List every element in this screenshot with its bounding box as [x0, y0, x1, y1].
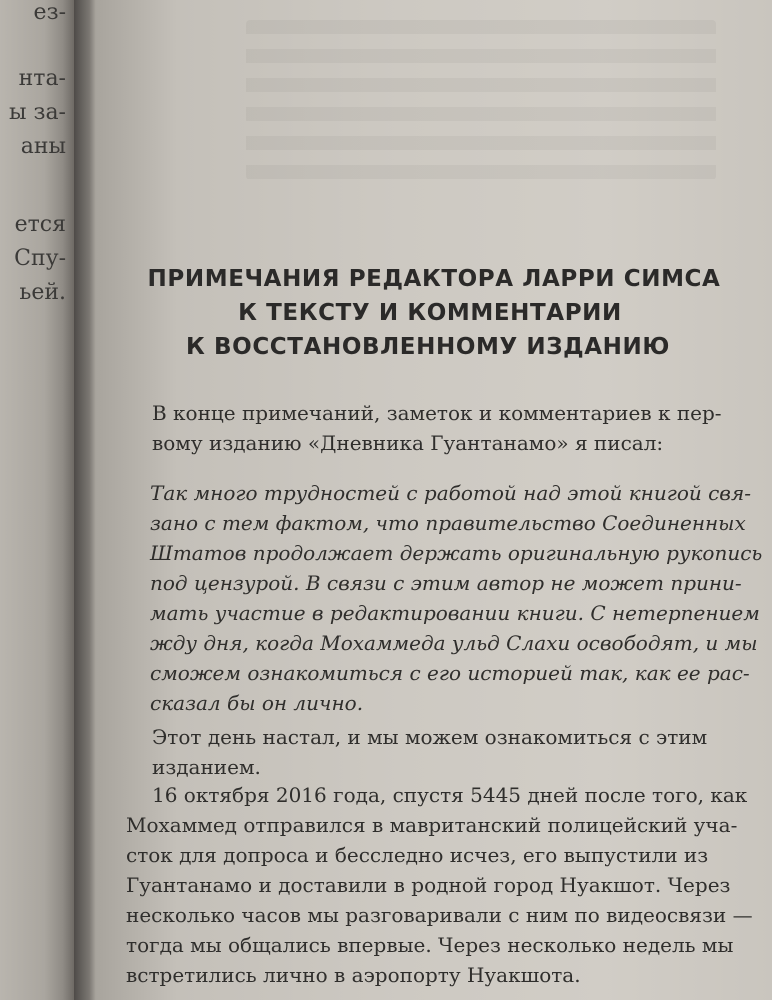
- heading-line: К ВОССТАНОВЛЕННОМУ ИЗДАНИЮ: [186, 334, 670, 360]
- left-page-fragment: ы за-: [8, 100, 66, 125]
- paragraph: [126, 780, 753, 990]
- left-page-fragment: аны: [20, 134, 66, 159]
- text-line: вому изданию «Дневника Гуантанамо» я писал:: [152, 431, 664, 455]
- text-line: тогда мы общались впервые. Через несколько недель мы: [126, 933, 734, 957]
- text-line: несколько часов мы разговаривали с ним по видеосвязи —: [126, 903, 753, 927]
- text-line: Штатов продолжает держать оригинальную рукопись: [150, 541, 763, 565]
- left-page-fragment: ется: [14, 212, 66, 237]
- text-line: жду дня, когда Мохаммеда ульд Слахи освободят, и мы: [150, 631, 758, 655]
- left-page-fragment: нта-: [18, 66, 66, 91]
- text-line: Мохаммед отправился в мавританский полицейский уча-: [126, 813, 738, 837]
- text-line: Так много трудностей с работой над этой книгой свя-: [150, 481, 751, 505]
- text-line: Гуантанамо и доставили в родной город Нуакшот. Через: [126, 873, 731, 897]
- text-line: зано с тем фактом, что правительство Соединенных: [150, 511, 746, 535]
- text-line: изданием.: [152, 755, 261, 779]
- heading-line: ПРИМЕЧАНИЯ РЕДАКТОРА ЛАРРИ СИМСА: [147, 266, 721, 292]
- block-quote: [150, 478, 763, 718]
- text-line: встретились лично в аэропорту Нуакшота.: [126, 963, 581, 987]
- show-through-text: [246, 20, 716, 180]
- left-page-fragment: ьей.: [19, 280, 66, 305]
- text-line: сток для допроса и бесследно исчез, его выпустили из: [126, 843, 709, 867]
- text-line: 16 октября 2016 года, спустя 5445 дней после того, как: [152, 783, 748, 807]
- text-line: под цензурой. В связи с этим автор не может прини-: [150, 571, 742, 595]
- chapter-heading: [96, 262, 772, 364]
- text-line: Этот день настал, и мы можем ознакомиться с этим: [152, 725, 708, 749]
- book-gutter: [74, 0, 96, 1000]
- text-line: сможем ознакомиться с его историей так, как ее рас-: [150, 661, 750, 685]
- text-line: мать участие в редактировании книги. С нетерпением: [150, 601, 760, 625]
- book-page: [96, 0, 772, 1000]
- left-page-fragment: Спу-: [14, 246, 66, 271]
- text-line: В конце примечаний, заметок и комментариев к пер-: [152, 401, 722, 425]
- previous-page: [0, 0, 74, 1000]
- paragraph: [152, 722, 712, 782]
- intro-paragraph: [152, 398, 722, 458]
- heading-line: К ТЕКСТУ И КОММЕНТАРИИ: [238, 300, 622, 326]
- text-line: сказал бы он лично.: [150, 691, 364, 715]
- left-page-fragment: ез-: [33, 0, 66, 25]
